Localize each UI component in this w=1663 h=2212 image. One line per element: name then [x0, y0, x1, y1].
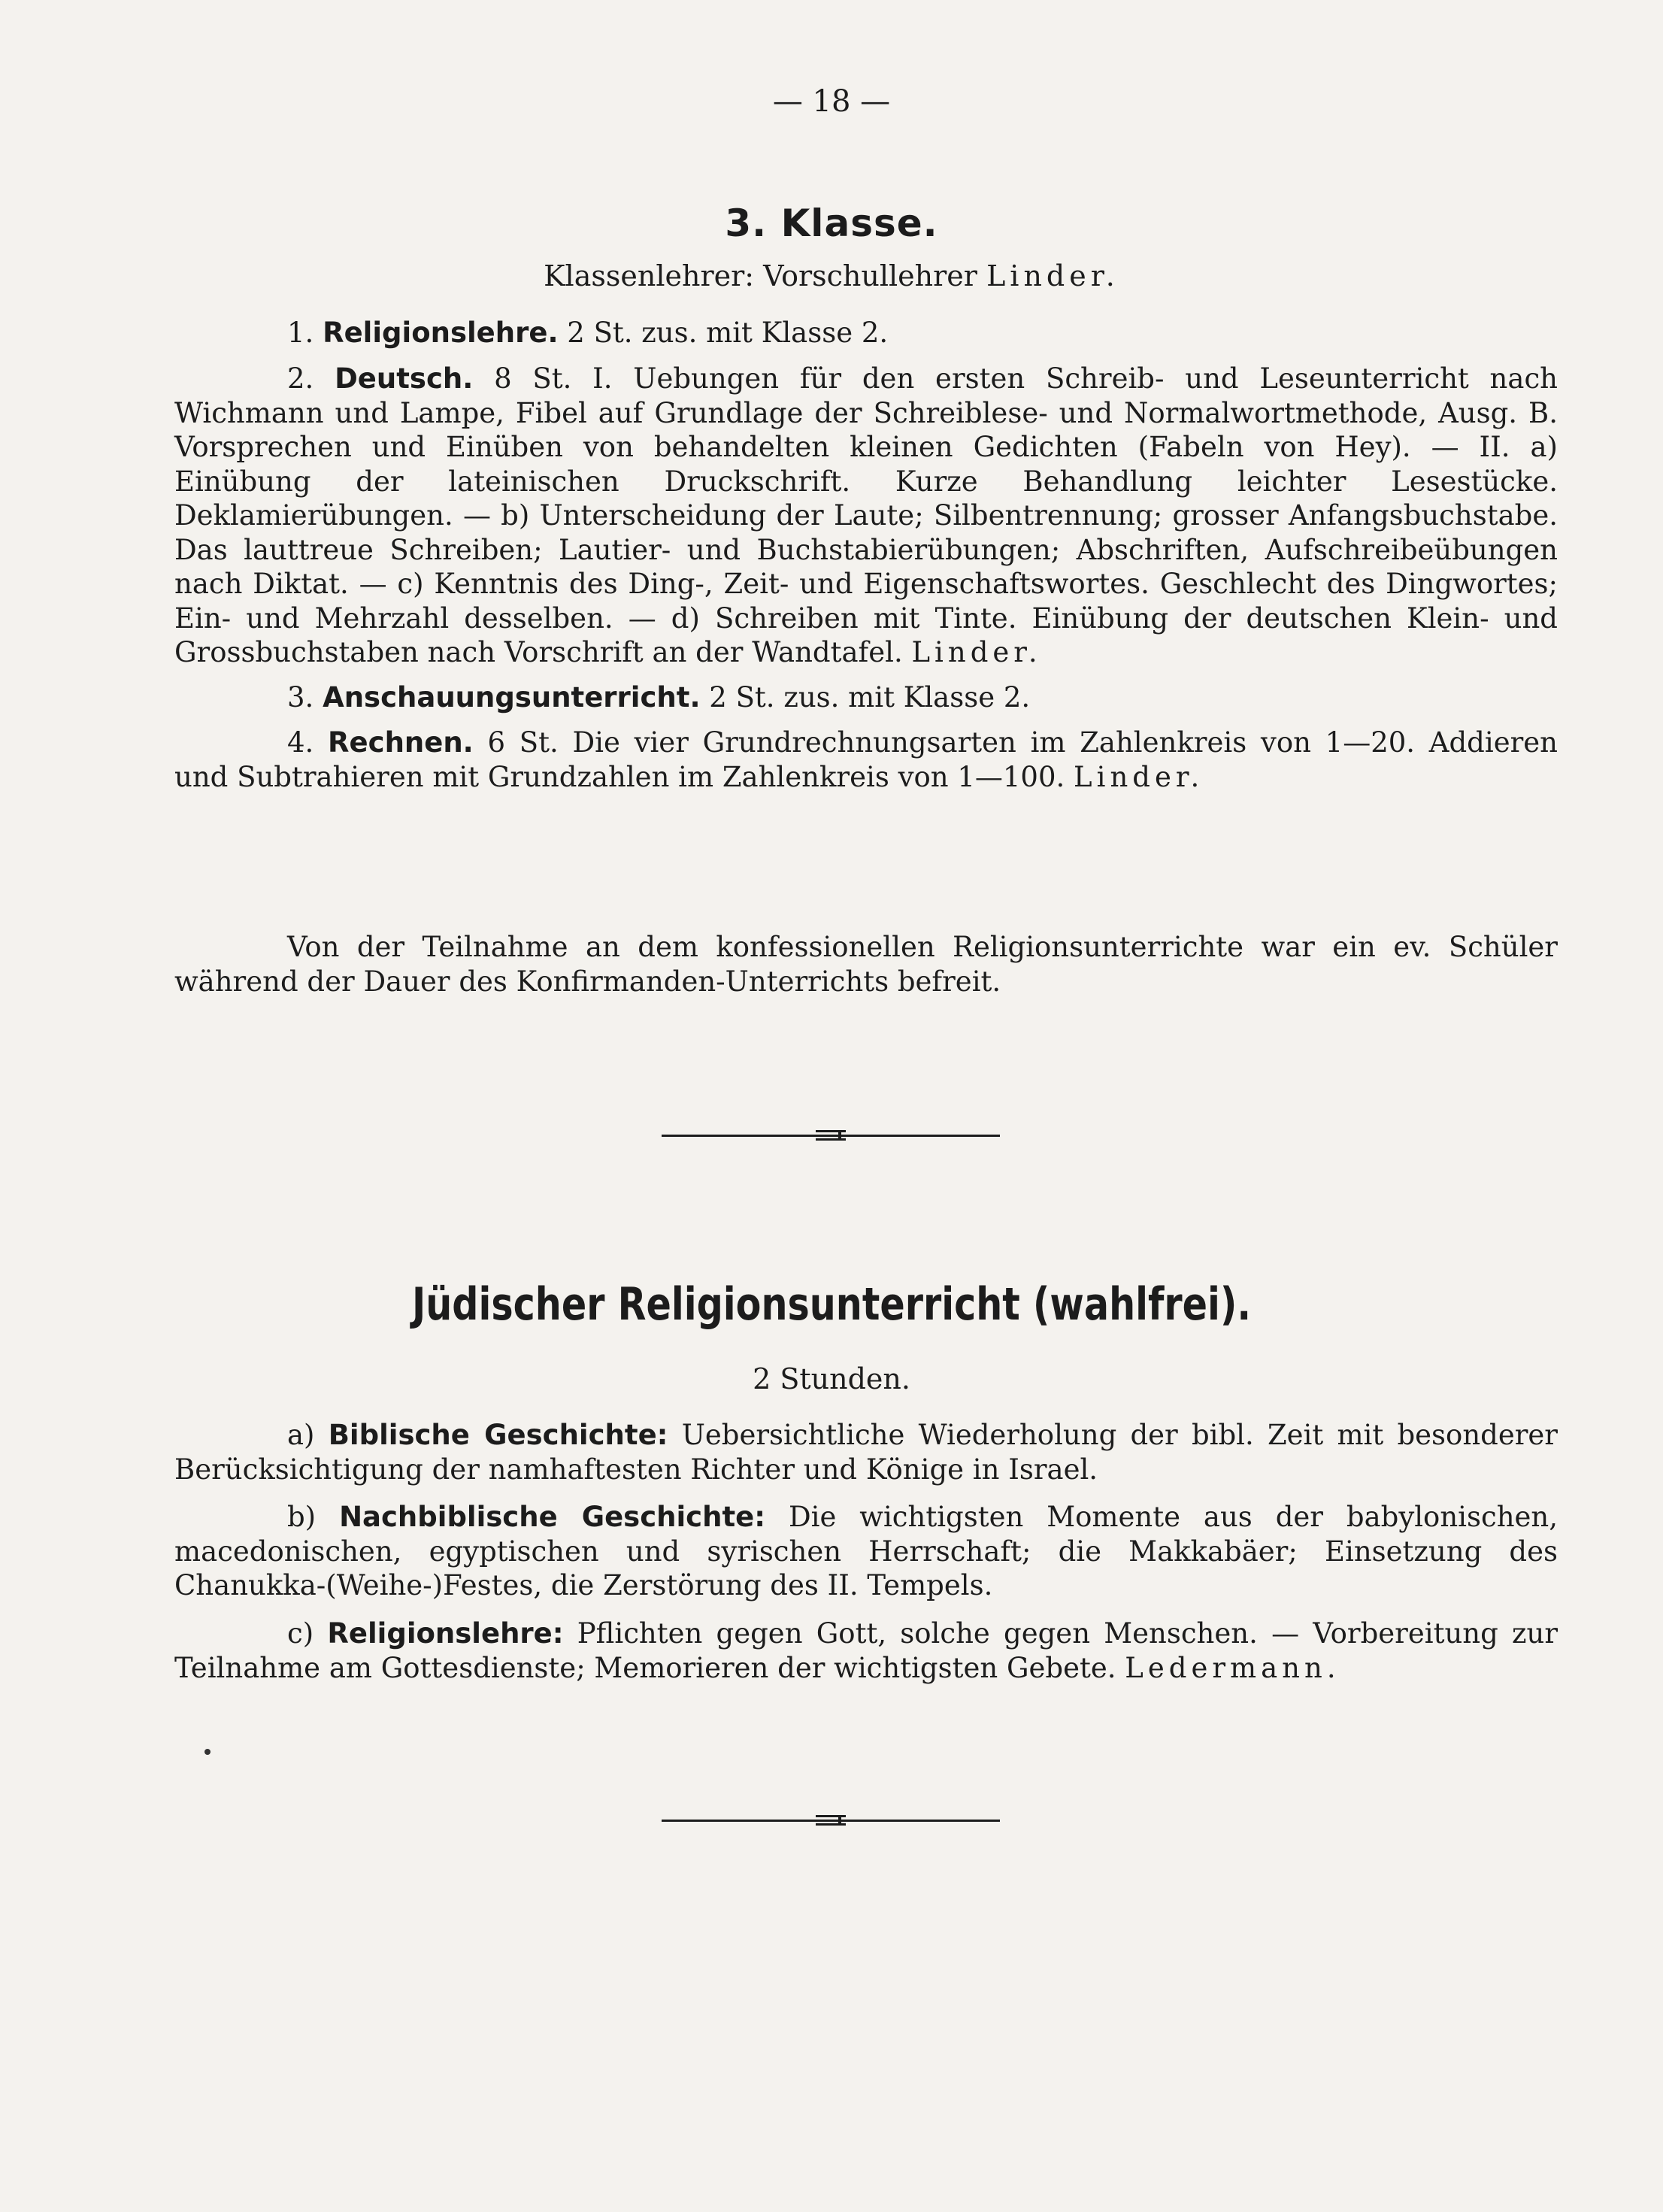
topic-title: Religionslehre: [327, 1617, 564, 1650]
subject-text: 2 St. zus. mit Klasse 2. [567, 317, 889, 349]
subject-religionslehre [174, 316, 1558, 350]
topic-label: a) [287, 1419, 315, 1451]
topic-label: c) [287, 1617, 314, 1650]
subject-number: 2. [287, 362, 314, 395]
subject-text: 2 St. zus. mit Klasse 2. [709, 681, 1031, 714]
topic-label: b) [287, 1501, 317, 1533]
subject-title: Rechnen. [328, 726, 474, 759]
subject-title: Anschauungsunterricht. [323, 681, 701, 714]
subject-deutsch [174, 362, 1558, 670]
teacher-name: Linder. [986, 259, 1119, 292]
exemption-note: Von der Teilnahme an dem konfessionellen Religionsunterrichte war ein ev. Schüler während der Dauer des Konfirmanden-Unterrichts befreit. [174, 931, 1558, 998]
subject-title: Religionslehre. [323, 317, 559, 349]
subject-number: 1. [287, 317, 314, 349]
section-heading-klasse-3: 3. Klasse. [725, 202, 938, 245]
topic-title: Nachbiblische Geschichte: [339, 1501, 766, 1533]
topic-teacher: Ledermann. [1125, 1651, 1340, 1684]
subject-teacher: Linder. [1074, 760, 1204, 793]
subject-text: 6 St. Die vier Grundrechnungsarten im Zahlenkreis von 1—20. Addieren und Subtrahieren mit Grundzahlen im Zahlenkreis von 1—100. [174, 726, 1558, 793]
class-teacher-line [0, 259, 1663, 292]
subject-text: 8 St. I. Uebungen für den ersten Schreib- und Leseunterricht nach Wichmann und Lampe, Fibel auf Grundlage der Schreiblese- und Normalwortmethode, Ausg. B. Vorsprechen und Einüben von behandelten kleinen Gedichten (Fabeln von Hey). — II. a) Einübung der lateinischen Druckschrift. Kurze Behandlung leichter Lesestücke. Deklamierübungen. — b) Unterscheidung der Laute; Silbentrennung; grosser Anfangsbuchstabe. Das lauttreue Schreiben; Lautier- und Buchstabierübungen; Abschriften, Aufschreibeübungen nach Diktat. — c) Kenntnis des Ding-, Zeit- und Eigenschaftswortes. Geschlecht des Dingwortes; Ein- und Mehrzahl desselben. — d) Schreiben mit Tinte. Einübung der deutschen Klein- und Grossbuchstaben nach Vorschrift an der Wandtafel. [174, 362, 1558, 668]
subject-teacher: Linder. [911, 636, 1042, 668]
hours-line: 2 Stunden. [753, 1362, 910, 1395]
topic-religionslehre [174, 1617, 1558, 1685]
topic-text: Uebersichtliche Wiederholung der bibl. Zeit mit besonderer Berücksichtigung der namhaftesten Richter und Könige in Israel. [174, 1419, 1558, 1486]
ink-speck [204, 1749, 211, 1755]
subject-number: 4. [287, 726, 314, 759]
topic-text: Die wichtigsten Momente aus der babylonischen, macedonischen, egyptischen und syrischen Herrschaft; die Makkabäer; Einsetzung des Chanukka-(Weihe-)Festes, die Zerstörung des II. Tempels. [174, 1501, 1558, 1601]
topic-biblische-geschichte [174, 1418, 1558, 1486]
subject-number: 3. [287, 681, 314, 714]
divider-ornament-icon [816, 1815, 846, 1826]
subject-anschauungsunterricht [174, 680, 1558, 715]
subject-title: Deutsch. [335, 362, 474, 395]
divider-ornament-icon [816, 1130, 846, 1141]
page-number: — 18 — [772, 84, 891, 119]
subject-rechnen [174, 726, 1558, 794]
topic-text: Pflichten gegen Gott, solche gegen Menschen. — Vorbereitung zur Teilnahme am Gottesdienste; Memorieren der wichtigsten Gebete. [174, 1617, 1558, 1684]
topic-nachbiblische-geschichte [174, 1500, 1558, 1603]
teacher-label: Klassenlehrer: Vorschullehrer [544, 259, 977, 292]
topic-title: Biblische Geschichte: [328, 1419, 668, 1451]
section-heading-juedischer-religionsunterricht: Jüdischer Religionsunterricht (wahlfrei). [411, 1278, 1252, 1331]
